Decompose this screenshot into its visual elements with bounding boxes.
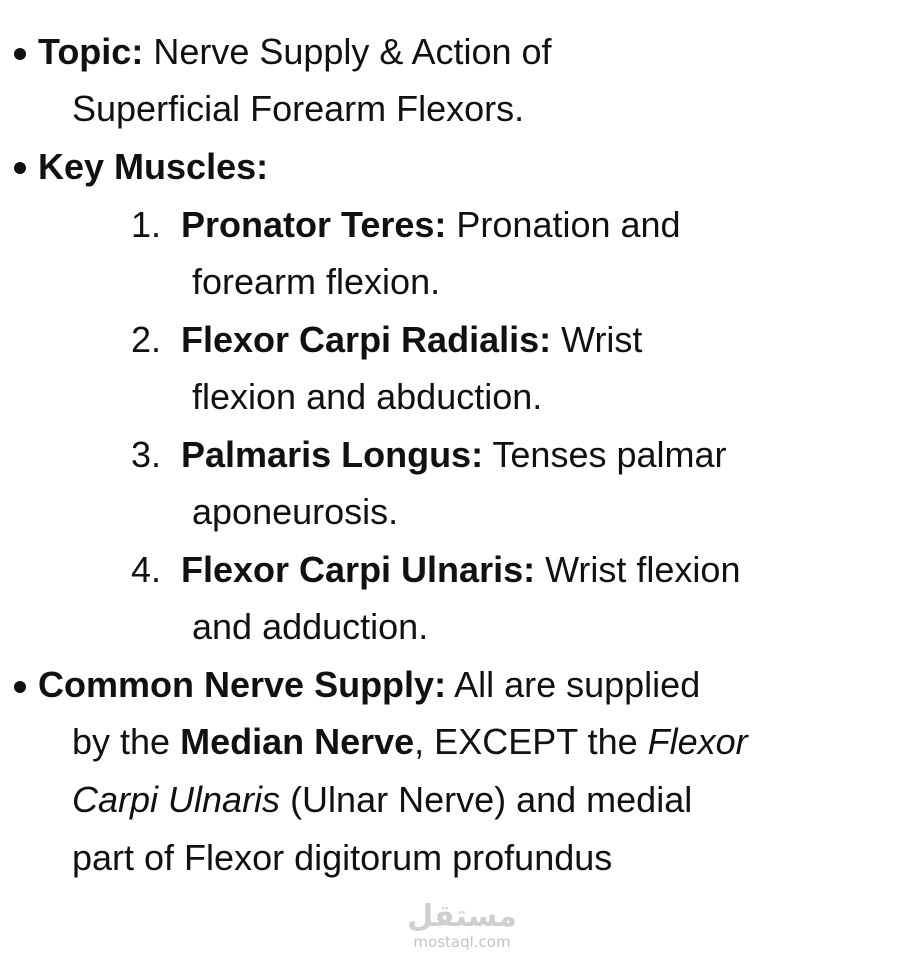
topic-text-1: Nerve Supply & Action of	[143, 31, 552, 72]
muscle-desc-3b: aponeurosis.	[192, 491, 399, 532]
topic-line-2	[72, 89, 524, 129]
list-item-3-line-2	[192, 492, 398, 532]
common-nerve-text-3: (Ulnar Nerve) and medial	[280, 779, 693, 820]
list-item-4-line-1	[181, 550, 740, 590]
muscle-desc-1a: Pronation and	[446, 204, 681, 245]
list-number-3: 3.	[131, 434, 162, 475]
bullet-key-muscles	[14, 162, 26, 174]
muscle-desc-2b: flexion and abduction.	[192, 376, 543, 417]
muscle-name-3: Palmaris Longus:	[181, 434, 484, 475]
common-nerve-text-2b: , EXCEPT the	[414, 721, 648, 762]
key-muscles-heading	[38, 147, 268, 187]
common-nerve-line-3	[72, 780, 692, 820]
common-nerve-label: Common Nerve Supply:	[38, 664, 447, 705]
topic-text-2: Superficial Forearm Flexors.	[72, 88, 525, 129]
list-number-4: 4.	[131, 549, 162, 590]
common-nerve-line-1	[38, 665, 700, 705]
muscle-name-1: Pronator Teres:	[181, 204, 447, 245]
muscle-name-4: Flexor Carpi Ulnaris:	[181, 549, 536, 590]
muscle-desc-4b: and adduction.	[192, 606, 429, 647]
watermark-latin: mostaql.com	[413, 933, 511, 951]
common-nerve-text-4: part of Flexor digitorum profundus	[72, 837, 613, 878]
common-nerve-line-4	[72, 838, 612, 878]
list-item-2-line-2	[192, 377, 542, 417]
muscle-desc-1b: forearm flexion.	[192, 261, 441, 302]
muscle-desc-4a: Wrist flexion	[535, 549, 741, 590]
list-number-2: 2.	[131, 319, 162, 360]
list-number-1: 1.	[131, 204, 162, 245]
topic-label: Topic:	[38, 31, 144, 72]
median-nerve-term: Median Nerve	[180, 721, 415, 762]
mostaql-watermark	[404, 900, 520, 960]
list-item-3-line-1	[181, 435, 727, 475]
muscle-desc-2a: Wrist	[551, 319, 643, 360]
watermark-arabic: مستقل	[407, 899, 517, 934]
carpi-ulnaris-term: Carpi Ulnaris	[72, 779, 281, 820]
common-nerve-text-2a: by the	[72, 721, 181, 762]
key-muscles-label: Key Muscles:	[38, 146, 269, 187]
muscle-name-2: Flexor Carpi Radialis:	[181, 319, 552, 360]
list-item-1-line-2	[192, 262, 440, 302]
muscle-desc-3a: Tenses palmar	[483, 434, 727, 475]
common-nerve-text-1: All are supplied	[446, 664, 701, 705]
list-item-4-line-2	[192, 607, 428, 647]
common-nerve-line-2	[72, 722, 748, 762]
bullet-common-nerve	[14, 681, 26, 693]
flexor-term: Flexor	[647, 721, 748, 762]
list-item-2-line-1	[181, 320, 642, 360]
list-item-1-line-1	[181, 205, 681, 245]
topic-line-1	[38, 32, 552, 72]
bullet-topic	[14, 48, 26, 60]
